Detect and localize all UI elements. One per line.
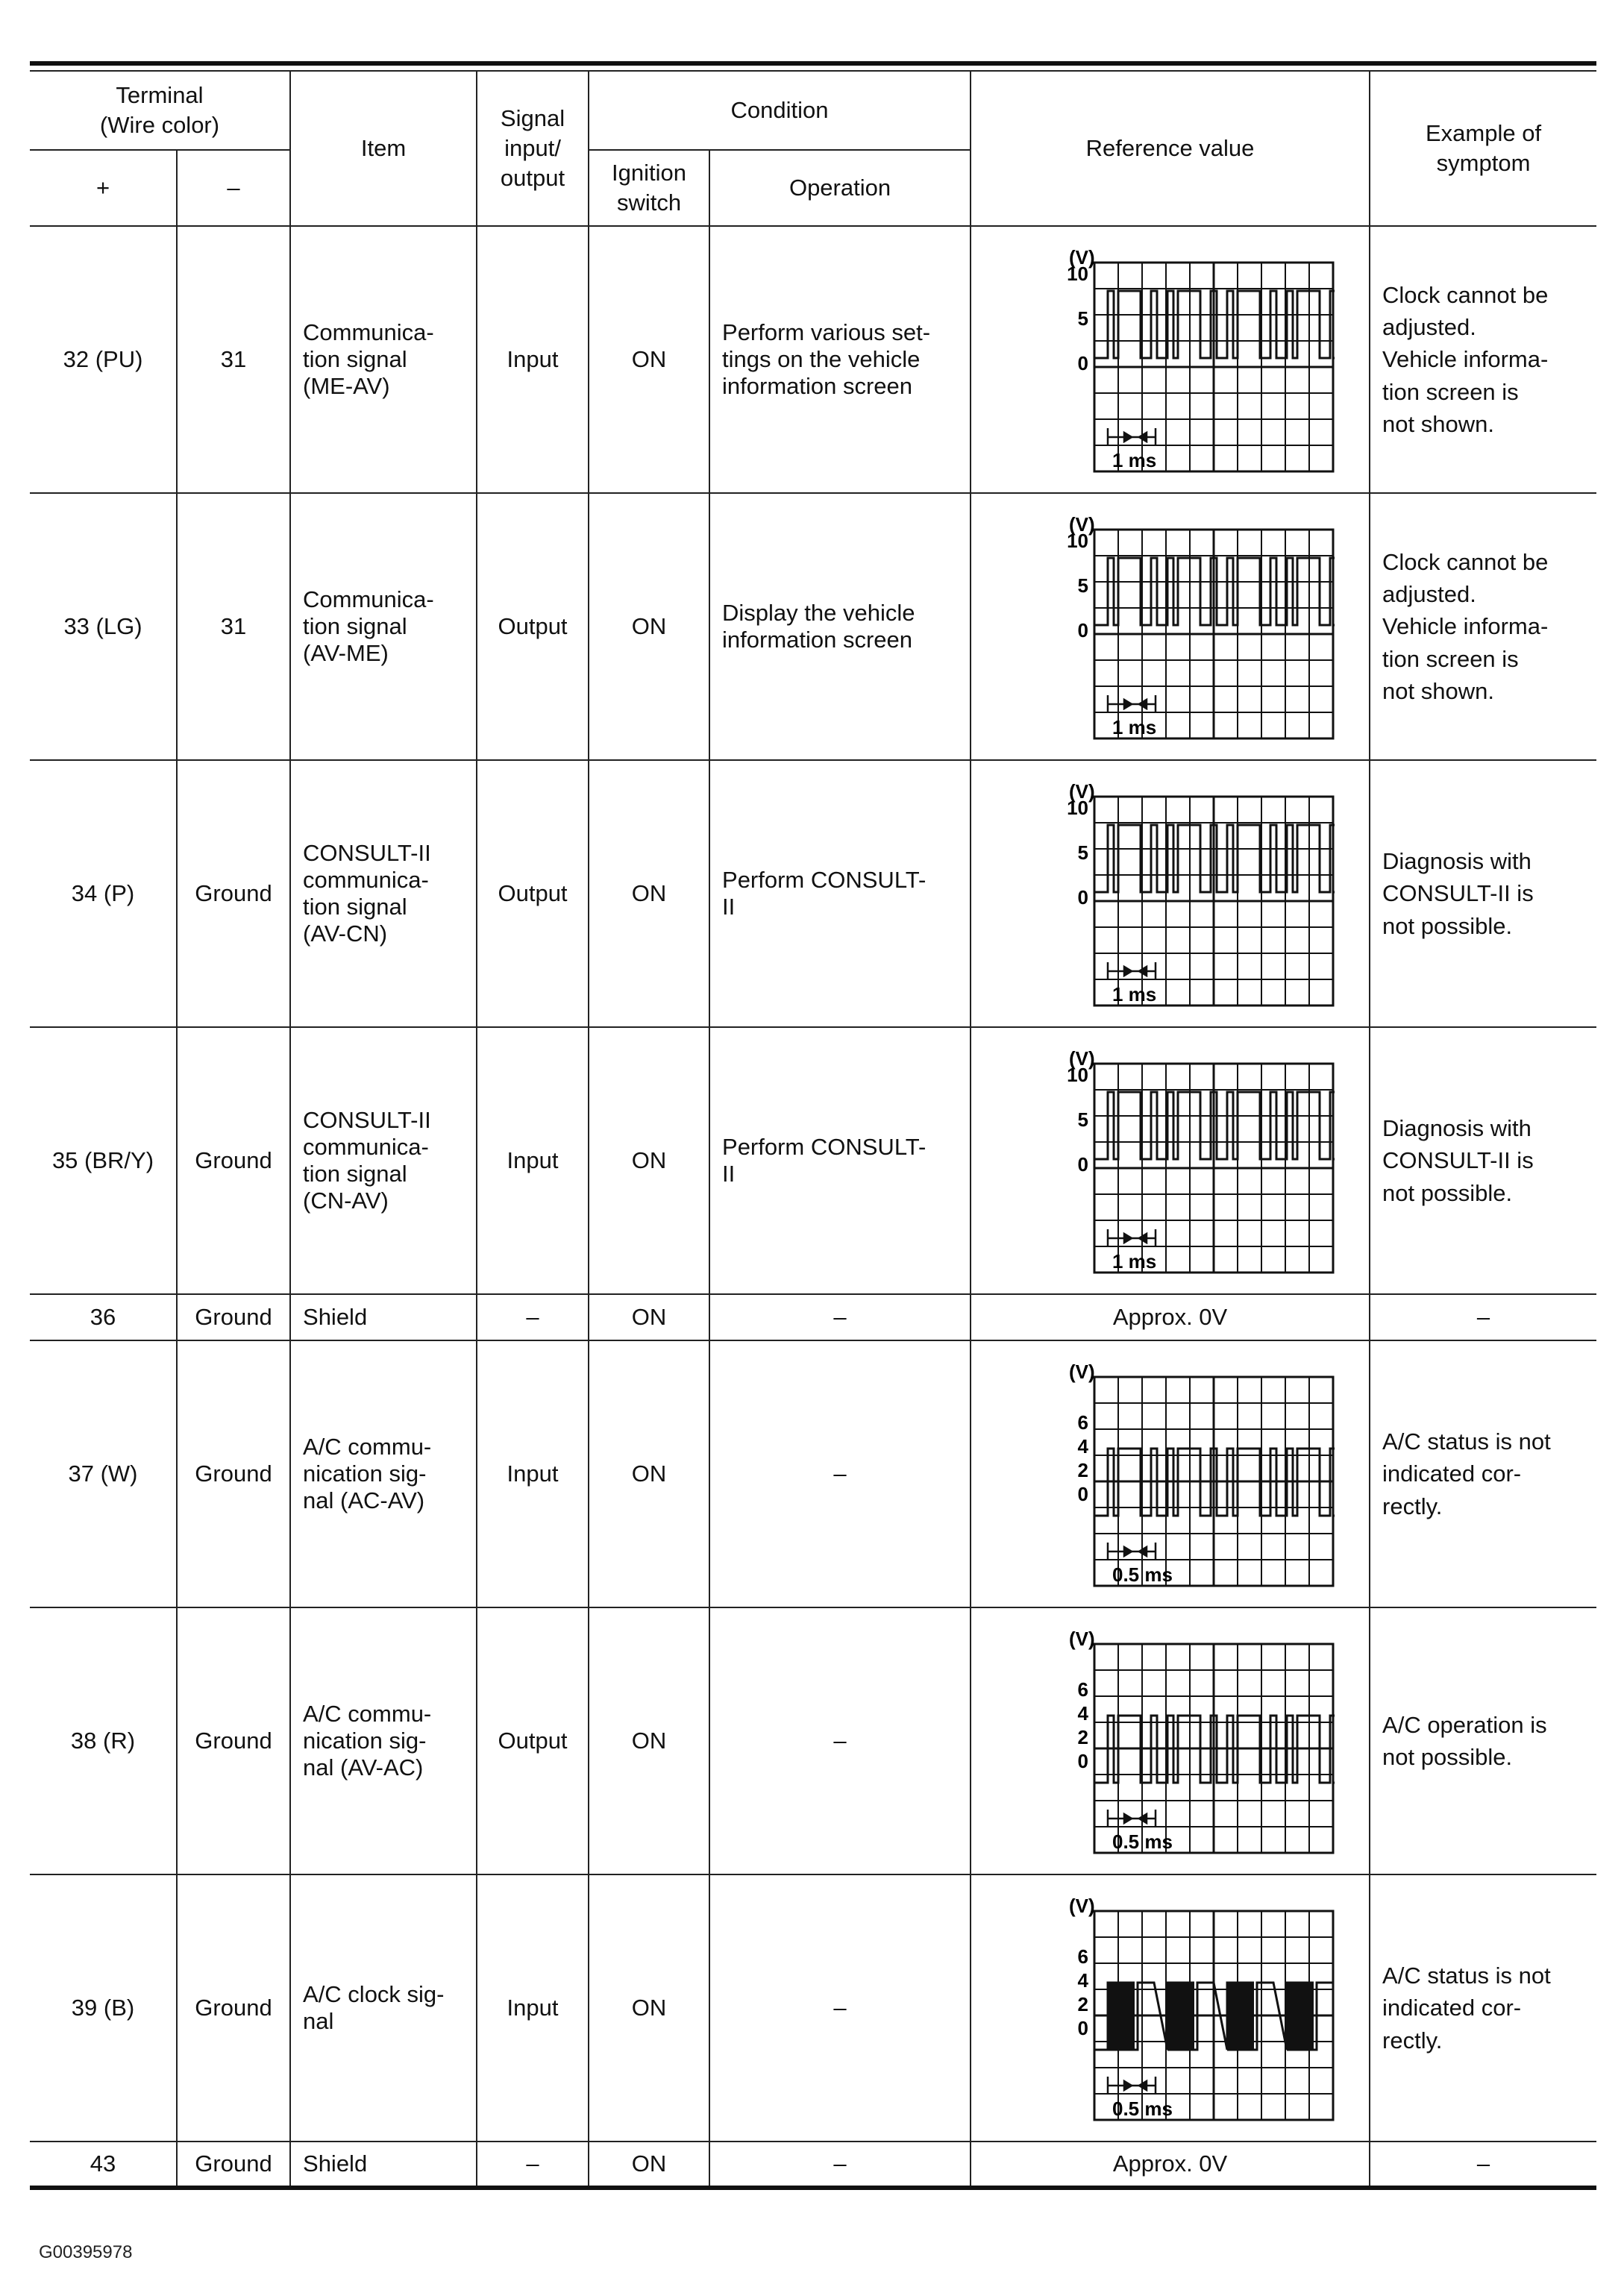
operation-cell-text: Display the vehicle information screen bbox=[722, 600, 915, 653]
item-cell-text: Communica- tion signal (AV-ME) bbox=[303, 586, 434, 666]
time-scale-marker bbox=[1108, 695, 1156, 713]
reference-value-cell bbox=[971, 2142, 1370, 2188]
terminal-minus-cell-text: Ground bbox=[195, 1728, 272, 1754]
header-minus: – bbox=[177, 150, 290, 226]
symptom-cell bbox=[1370, 1027, 1596, 1294]
ignition-cell-text: ON bbox=[631, 613, 667, 639]
header-operation: Operation bbox=[709, 150, 971, 226]
signal-io-cell bbox=[477, 2142, 589, 2188]
signal-io-cell-text: Output bbox=[498, 1728, 568, 1754]
symptom-cell bbox=[1370, 1294, 1596, 1340]
graph-y-tick: 10 bbox=[1066, 263, 1088, 285]
signal-io-cell bbox=[477, 1874, 589, 2142]
waveform-graph bbox=[1006, 233, 1335, 486]
header-signal-io: Signal input/ output bbox=[477, 71, 589, 226]
ignition-cell bbox=[589, 1874, 709, 2142]
operation-cell-text: – bbox=[833, 1460, 847, 1487]
item-cell-text: A/C clock sig- nal bbox=[303, 1981, 445, 2034]
terminal-minus-cell bbox=[177, 1027, 290, 1294]
reference-value-cell-text: Approx. 0V bbox=[1112, 1304, 1228, 1330]
graph-y-tick: 5 bbox=[1077, 307, 1088, 330]
graph-unit-label: (V) bbox=[1068, 1047, 1095, 1070]
waveform-graph bbox=[1006, 1881, 1335, 2135]
terminal-minus-cell-text: Ground bbox=[195, 2150, 272, 2177]
graph-y-tick: 6 bbox=[1077, 1411, 1088, 1434]
item-cell bbox=[290, 493, 477, 760]
reference-value-cell bbox=[971, 493, 1370, 760]
ignition-cell bbox=[589, 1027, 709, 1294]
operation-cell bbox=[709, 1607, 971, 1874]
terminal-plus-cell bbox=[30, 1027, 177, 1294]
signal-io-cell bbox=[477, 226, 589, 493]
time-scale-label: 1 ms bbox=[1112, 983, 1156, 1005]
symptom-cell-text: A/C operation is not possible. bbox=[1382, 1711, 1547, 1770]
graph-unit-label: (V) bbox=[1068, 780, 1095, 803]
graph-y-tick: 10 bbox=[1066, 530, 1088, 552]
symptom-cell-text: A/C status is not indicated cor- rectly. bbox=[1382, 1428, 1551, 1519]
time-scale-label: 1 ms bbox=[1112, 1250, 1156, 1273]
symptom-cell-text: – bbox=[1476, 2150, 1490, 2177]
terminal-plus-cell bbox=[30, 760, 177, 1027]
terminal-plus-cell-text: 34 (P) bbox=[71, 880, 135, 906]
operation-cell-text: – bbox=[833, 1728, 847, 1754]
signal-io-cell-text: Input bbox=[507, 346, 559, 372]
symptom-cell-text: Diagnosis with CONSULT-II is not possible. bbox=[1382, 847, 1534, 939]
header-ignition-switch: Ignition switch bbox=[589, 150, 709, 226]
item-cell-text: CONSULT-II communica- tion signal (AV-CN) bbox=[303, 840, 431, 947]
table-row bbox=[30, 1874, 1596, 2142]
terminal-plus-cell bbox=[30, 1294, 177, 1340]
ignition-cell bbox=[589, 1607, 709, 1874]
signal-io-cell-text: – bbox=[526, 1304, 539, 1330]
reference-value-cell bbox=[971, 226, 1370, 493]
ignition-cell bbox=[589, 226, 709, 493]
terminal-minus-cell bbox=[177, 1340, 290, 1607]
signal-io-cell-text: Input bbox=[507, 1460, 559, 1487]
operation-cell bbox=[709, 1874, 971, 2142]
terminal-plus-cell-text: 38 (R) bbox=[70, 1728, 136, 1754]
terminal-plus-cell-text: 39 (B) bbox=[71, 1995, 135, 2021]
operation-cell bbox=[709, 1340, 971, 1607]
ignition-cell bbox=[589, 760, 709, 1027]
terminal-minus-cell-text: 31 bbox=[220, 346, 247, 372]
graph-y-tick: 0 bbox=[1077, 1153, 1088, 1176]
reference-value-cell bbox=[971, 1027, 1370, 1294]
graph-y-tick: 0 bbox=[1077, 1483, 1088, 1505]
reference-value-cell-text: Approx. 0V bbox=[1112, 2150, 1228, 2177]
symptom-cell-text: A/C status is not indicated cor- rectly. bbox=[1382, 1962, 1551, 2053]
operation-cell bbox=[709, 493, 971, 760]
terminal-minus-cell bbox=[177, 2142, 290, 2188]
header-symptom: Example of symptom bbox=[1370, 71, 1596, 226]
reference-value-cell bbox=[971, 1340, 1370, 1607]
terminal-plus-cell bbox=[30, 1874, 177, 2142]
operation-cell bbox=[709, 760, 971, 1027]
terminal-minus-cell bbox=[177, 1294, 290, 1340]
symptom-cell-text: Clock cannot be adjusted. Vehicle informa- tion screen is not shown. bbox=[1382, 281, 1549, 438]
ignition-cell-text: ON bbox=[631, 1304, 667, 1330]
symptom-cell bbox=[1370, 760, 1596, 1027]
graph-unit-label: (V) bbox=[1068, 513, 1095, 536]
graph-y-tick: 0 bbox=[1077, 2017, 1088, 2039]
terminal-plus-cell bbox=[30, 1607, 177, 1874]
ignition-cell-text: ON bbox=[631, 1147, 667, 1173]
terminal-spec-table bbox=[30, 70, 1596, 2190]
time-scale-marker bbox=[1108, 1229, 1156, 1247]
item-cell-text: CONSULT-II communica- tion signal (CN-AV) bbox=[303, 1107, 431, 1214]
time-scale-marker bbox=[1108, 1543, 1156, 1560]
ignition-cell-text: ON bbox=[631, 346, 667, 372]
waveform-graph bbox=[1006, 1614, 1335, 1868]
ignition-cell bbox=[589, 2142, 709, 2188]
signal-io-cell bbox=[477, 1294, 589, 1340]
symptom-cell bbox=[1370, 493, 1596, 760]
graph-y-tick: 2 bbox=[1077, 1726, 1088, 1748]
header-reference-value: Reference value bbox=[971, 71, 1370, 226]
graph-y-tick: 0 bbox=[1077, 886, 1088, 909]
terminal-plus-cell-text: 43 bbox=[90, 2150, 116, 2177]
header-condition: Condition bbox=[589, 71, 971, 150]
graph-unit-label: (V) bbox=[1068, 246, 1095, 269]
signal-io-cell-text: Input bbox=[507, 1995, 559, 2021]
terminal-minus-cell bbox=[177, 493, 290, 760]
ignition-cell-text: ON bbox=[631, 880, 667, 906]
table-row bbox=[30, 1340, 1596, 1607]
table-row bbox=[30, 1607, 1596, 1874]
graph-y-tick: 2 bbox=[1077, 1459, 1088, 1481]
header-terminal: Terminal (Wire color) bbox=[30, 71, 290, 150]
time-scale-label: 1 ms bbox=[1112, 716, 1156, 738]
time-scale-label: 0.5 ms bbox=[1112, 2098, 1173, 2120]
table-row bbox=[30, 760, 1596, 1027]
ignition-cell-text: ON bbox=[631, 1460, 667, 1487]
item-cell bbox=[290, 2142, 477, 2188]
graph-y-tick: 0 bbox=[1077, 1750, 1088, 1772]
terminal-minus-cell-text: 31 bbox=[220, 613, 247, 639]
time-scale-label: 1 ms bbox=[1112, 449, 1156, 471]
operation-cell bbox=[709, 226, 971, 493]
terminal-plus-cell bbox=[30, 2142, 177, 2188]
operation-cell-text: Perform CONSULT- II bbox=[722, 1134, 927, 1187]
waveform-graph bbox=[1006, 1034, 1335, 1287]
terminal-plus-cell bbox=[30, 226, 177, 493]
graph-y-tick: 0 bbox=[1077, 619, 1088, 641]
operation-cell-text: – bbox=[833, 1995, 847, 2021]
graph-unit-label: (V) bbox=[1068, 1895, 1095, 1917]
item-cell bbox=[290, 1607, 477, 1874]
operation-cell-text: Perform CONSULT- II bbox=[722, 867, 927, 920]
ignition-cell-text: ON bbox=[631, 1728, 667, 1754]
time-scale-label: 0.5 ms bbox=[1112, 1563, 1173, 1586]
waveform-graph bbox=[1006, 1347, 1335, 1601]
graph-unit-label: (V) bbox=[1068, 1628, 1095, 1650]
item-cell-text: Shield bbox=[303, 2150, 368, 2177]
ignition-cell bbox=[589, 1340, 709, 1607]
item-cell bbox=[290, 1340, 477, 1607]
item-cell bbox=[290, 1874, 477, 2142]
header-item: Item bbox=[290, 71, 477, 226]
graph-y-tick: 4 bbox=[1077, 1702, 1088, 1725]
symptom-cell-text: Diagnosis with CONSULT-II is not possible. bbox=[1382, 1114, 1534, 1206]
graph-y-tick: 4 bbox=[1077, 1435, 1088, 1458]
signal-io-cell-text: Output bbox=[498, 880, 568, 906]
signal-io-cell bbox=[477, 1027, 589, 1294]
signal-io-cell bbox=[477, 1340, 589, 1607]
reference-value-cell bbox=[971, 1607, 1370, 1874]
header-row-1 bbox=[30, 71, 1596, 150]
time-scale-marker bbox=[1108, 428, 1156, 446]
figure-id: G00395978 bbox=[39, 2242, 133, 2262]
item-cell bbox=[290, 760, 477, 1027]
header-plus: + bbox=[30, 150, 177, 226]
reference-value-cell bbox=[971, 760, 1370, 1027]
ignition-cell-text: ON bbox=[631, 1995, 667, 2021]
graph-unit-label: (V) bbox=[1068, 1361, 1095, 1383]
operation-cell bbox=[709, 1294, 971, 1340]
table-row bbox=[30, 226, 1596, 493]
table-row bbox=[30, 1027, 1596, 1294]
symptom-cell bbox=[1370, 1340, 1596, 1607]
item-cell-text: Shield bbox=[303, 1304, 368, 1330]
waveform-graph bbox=[1006, 767, 1335, 1020]
ignition-cell-text: ON bbox=[631, 2150, 667, 2177]
symptom-cell bbox=[1370, 1874, 1596, 2142]
terminal-minus-cell-text: Ground bbox=[195, 1995, 272, 2021]
terminal-plus-cell bbox=[30, 1340, 177, 1607]
symptom-cell-text: – bbox=[1476, 1304, 1490, 1330]
terminal-minus-cell-text: Ground bbox=[195, 1147, 272, 1173]
signal-io-cell-text: Output bbox=[498, 613, 568, 639]
graph-y-tick: 4 bbox=[1077, 1969, 1088, 1992]
operation-cell-text: Perform various set- tings on the vehicle information screen bbox=[722, 319, 931, 399]
symptom-cell bbox=[1370, 1607, 1596, 1874]
terminal-plus-cell-text: 37 (W) bbox=[68, 1460, 138, 1487]
operation-cell bbox=[709, 1027, 971, 1294]
terminal-plus-cell-text: 36 bbox=[90, 1304, 116, 1330]
table-row bbox=[30, 493, 1596, 760]
terminal-plus-cell bbox=[30, 493, 177, 760]
operation-cell-text: – bbox=[833, 1304, 847, 1330]
signal-io-cell-text: – bbox=[526, 2150, 539, 2177]
item-cell-text: A/C commu- nication sig- nal (AV-AC) bbox=[303, 1701, 432, 1780]
reference-value-cell bbox=[971, 1294, 1370, 1340]
time-scale-label: 0.5 ms bbox=[1112, 1830, 1173, 1853]
time-scale-marker bbox=[1108, 1810, 1156, 1827]
terminal-plus-cell-text: 33 (LG) bbox=[63, 613, 142, 639]
signal-io-cell bbox=[477, 760, 589, 1027]
symptom-cell-text: Clock cannot be adjusted. Vehicle informa- tion screen is not shown. bbox=[1382, 548, 1549, 705]
item-cell bbox=[290, 1027, 477, 1294]
item-cell-text: A/C commu- nication sig- nal (AC-AV) bbox=[303, 1434, 432, 1513]
item-cell bbox=[290, 1294, 477, 1340]
signal-io-cell-text: Input bbox=[507, 1147, 559, 1173]
signal-io-cell bbox=[477, 493, 589, 760]
terminal-minus-cell-text: Ground bbox=[195, 880, 272, 906]
ignition-cell bbox=[589, 1294, 709, 1340]
symptom-cell bbox=[1370, 2142, 1596, 2188]
terminal-minus-cell-text: Ground bbox=[195, 1304, 272, 1330]
waveform-graph bbox=[1006, 500, 1335, 753]
terminal-minus-cell-text: Ground bbox=[195, 1460, 272, 1487]
table-row bbox=[30, 1294, 1596, 1340]
graph-y-tick: 5 bbox=[1077, 1108, 1088, 1131]
ignition-cell bbox=[589, 493, 709, 760]
graph-y-tick: 5 bbox=[1077, 574, 1088, 597]
graph-y-tick: 0 bbox=[1077, 352, 1088, 374]
terminal-minus-cell bbox=[177, 760, 290, 1027]
graph-y-tick: 6 bbox=[1077, 1945, 1088, 1968]
graph-y-tick: 10 bbox=[1066, 797, 1088, 819]
graph-y-tick: 6 bbox=[1077, 1678, 1088, 1701]
item-cell-text: Communica- tion signal (ME-AV) bbox=[303, 319, 434, 399]
graph-y-tick: 2 bbox=[1077, 1993, 1088, 2015]
graph-y-tick: 10 bbox=[1066, 1064, 1088, 1086]
time-scale-marker bbox=[1108, 2077, 1156, 2095]
terminal-minus-cell bbox=[177, 226, 290, 493]
time-scale-marker bbox=[1108, 962, 1156, 980]
symptom-cell bbox=[1370, 226, 1596, 493]
signal-io-cell bbox=[477, 1607, 589, 1874]
reference-value-cell bbox=[971, 1874, 1370, 2142]
top-rule bbox=[30, 61, 1596, 66]
operation-cell-text: – bbox=[833, 2150, 847, 2177]
terminal-plus-cell-text: 32 (PU) bbox=[63, 346, 143, 372]
item-cell bbox=[290, 226, 477, 493]
operation-cell bbox=[709, 2142, 971, 2188]
terminal-minus-cell bbox=[177, 1607, 290, 1874]
table-row bbox=[30, 2142, 1596, 2188]
terminal-minus-cell bbox=[177, 1874, 290, 2142]
terminal-plus-cell-text: 35 (BR/Y) bbox=[51, 1147, 154, 1173]
graph-y-tick: 5 bbox=[1077, 841, 1088, 864]
